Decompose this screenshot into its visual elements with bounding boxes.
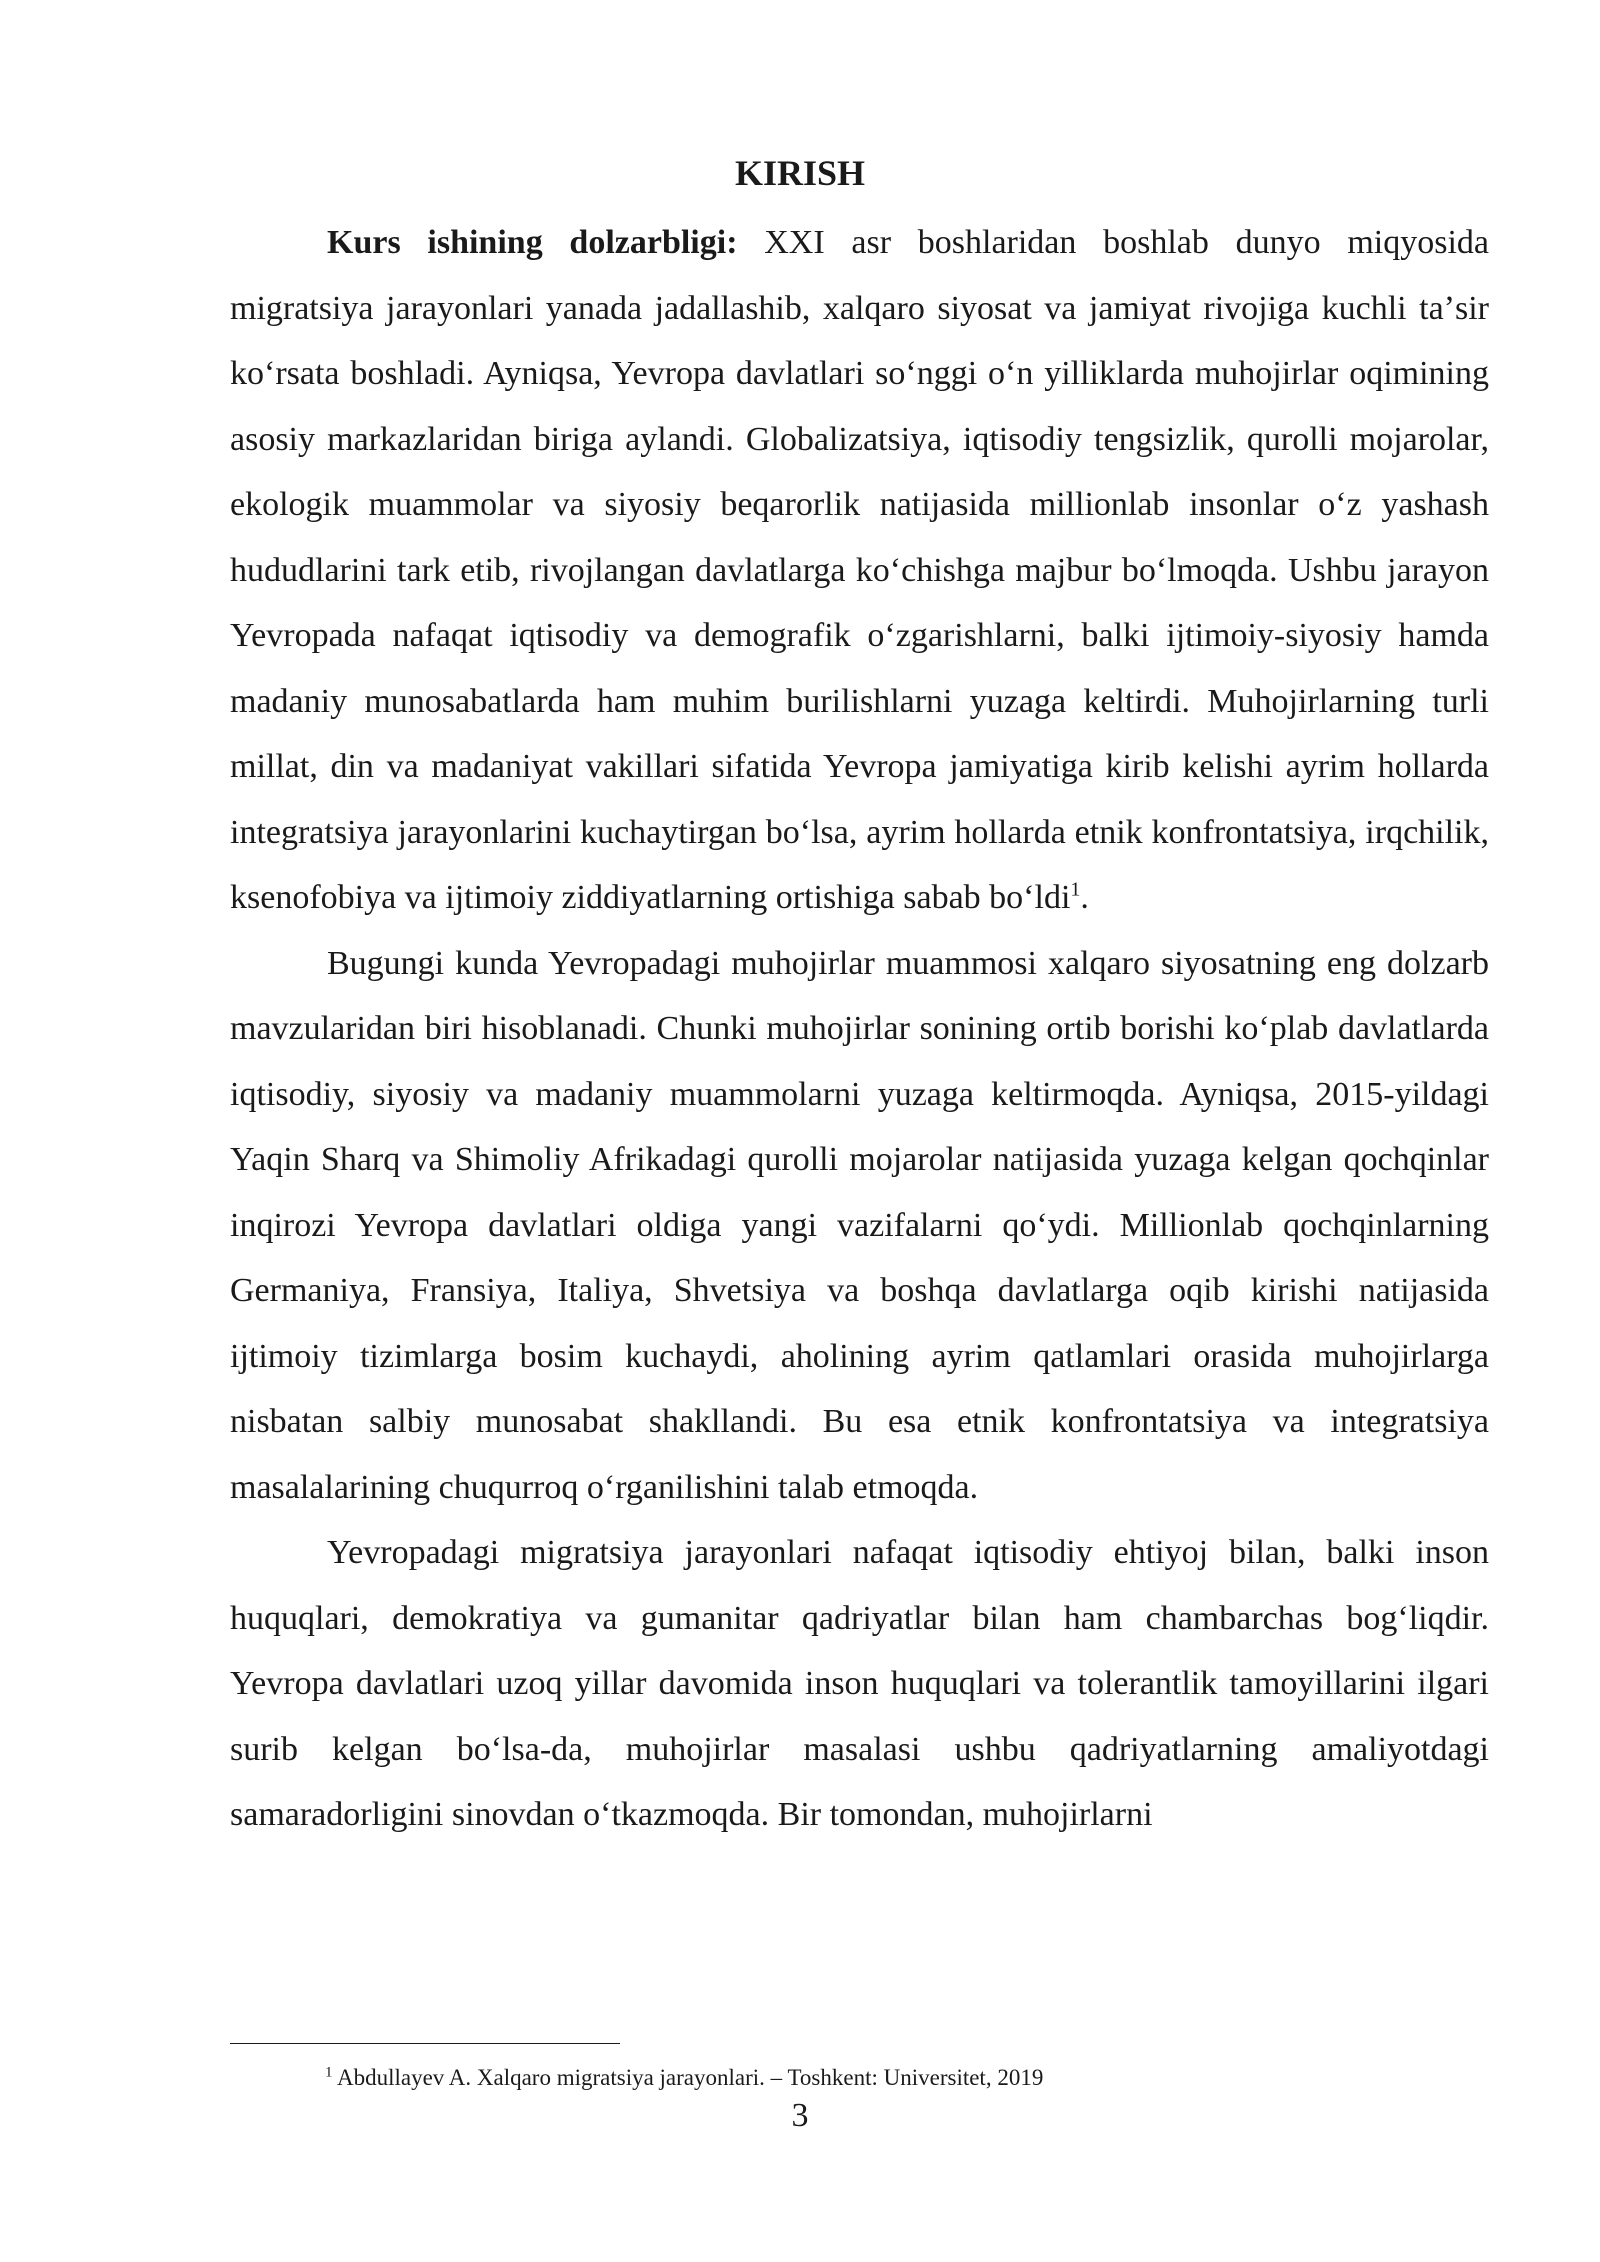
section-heading: KIRISH xyxy=(734,153,866,193)
paragraph-relevance xyxy=(230,210,1489,931)
footnote-text: Abdullayev A. Xalqaro migratsiya jarayonlari. – Toshkent: Universitet, 2019 xyxy=(332,2065,1044,2090)
footnote xyxy=(325,2063,1043,2093)
footnote-divider xyxy=(230,2043,620,2044)
page-number: 3 xyxy=(791,2097,809,2134)
paragraph-text: XXI asr boshlaridan boshlab dunyo miqyosida migratsiya jarayonlari yanada jadallashib, xalqaro siyosat va jamiyat rivojiga kuchli taʼsir koʻrsata boshladi. Ayniqsa, Yevropa davlatlari soʻnggi oʻn yilliklarda muhojirlar oqimining asosiy markazlaridan biriga aylandi. Globalizatsiya, iqtisodiy tengsizlik, qurolli mojarolar, ekologik muammolar va siyosiy beqarorlik natijasida millionlab insonlar oʻz yashash hududlarini tark etib, rivojlangan davlatlarga koʻchishga majbur boʻlmoqda. Ushbu jarayon Yevropada nafaqat iqtisodiy va demografik oʻzgarishlarni, balki ijtimoiy-siyosiy hamda madaniy munosabatlarda ham muhim burilishlarni yuzaga keltirdi. Muhojirlarning turli millat, din va madaniyat vakillari sifatida Yevropa jamiyatiga kirib kelishi ayrim hollarda integratsiya jarayonlarini kuchaytirgan boʻlsa, ayrim hollarda etnik konfrontatsiya, irqchilik, ksenofobiya va ijtimoiy ziddiyatlarning ortishiga sabab boʻldi xyxy=(230,224,1489,916)
paragraph-human-rights: Yevropadagi migratsiya jarayonlari nafaqat iqtisodiy ehtiyoj bilan, balki inson huquqlari, demokratiya va gumanitar qadriyatlar bilan ham chambarchas bogʻliqdir. Yevropa davlatlari uzoq yillar davomida inson huquqlari va tolerantlik tamoyillarini ilgari surib kelgan boʻlsa-da, muhojirlar masalasi ushbu qadriyatlarning amaliyotdagi samaradorligini sinovdan oʻtkazmoqda. Bir tomondan, muhojirlarni xyxy=(230,1534,1489,1833)
footnote-number: 1 xyxy=(325,2064,333,2081)
body-text xyxy=(230,210,1489,1848)
paragraph-migration-problem: Bugungi kunda Yevropadagi muhojirlar muammosi xalqaro siyosatning eng dolzarb mavzularidan biri hisoblanadi. Chunki muhojirlar sonining ortib borishi koʻplab davlatlarda iqtisodiy, siyosiy va madaniy muammolarni yuzaga keltirmoqda. Ayniqsa, 2015-yildagi Yaqin Sharq va Shimoliy Afrikadagi qurolli mojarolar natijasida yuzaga kelgan qochqinlar inqirozi Yevropa davlatlari oldiga yangi vazifalarni qoʻydi. Millionlab qochqinlarning Germaniya, Fransiya, Italiya, Shvetsiya va boshqa davlatlarga oqib kirishi natijasida ijtimoiy tizimlarga bosim kuchaydi, aholining ayrim qatlamlari orasida muhojirlarga nisbatan salbiy munosabat shakllandi. Bu esa etnik konfrontatsiya va integratsiya masalalarining chuqurroq oʻrganilishini talab etmoqda. xyxy=(230,944,1489,1506)
paragraph-tail: . xyxy=(1080,879,1089,916)
paragraph-lead: Kurs ishining dolzarbligi: xyxy=(327,224,738,261)
footnote-reference[interactable]: 1 xyxy=(1070,878,1081,901)
